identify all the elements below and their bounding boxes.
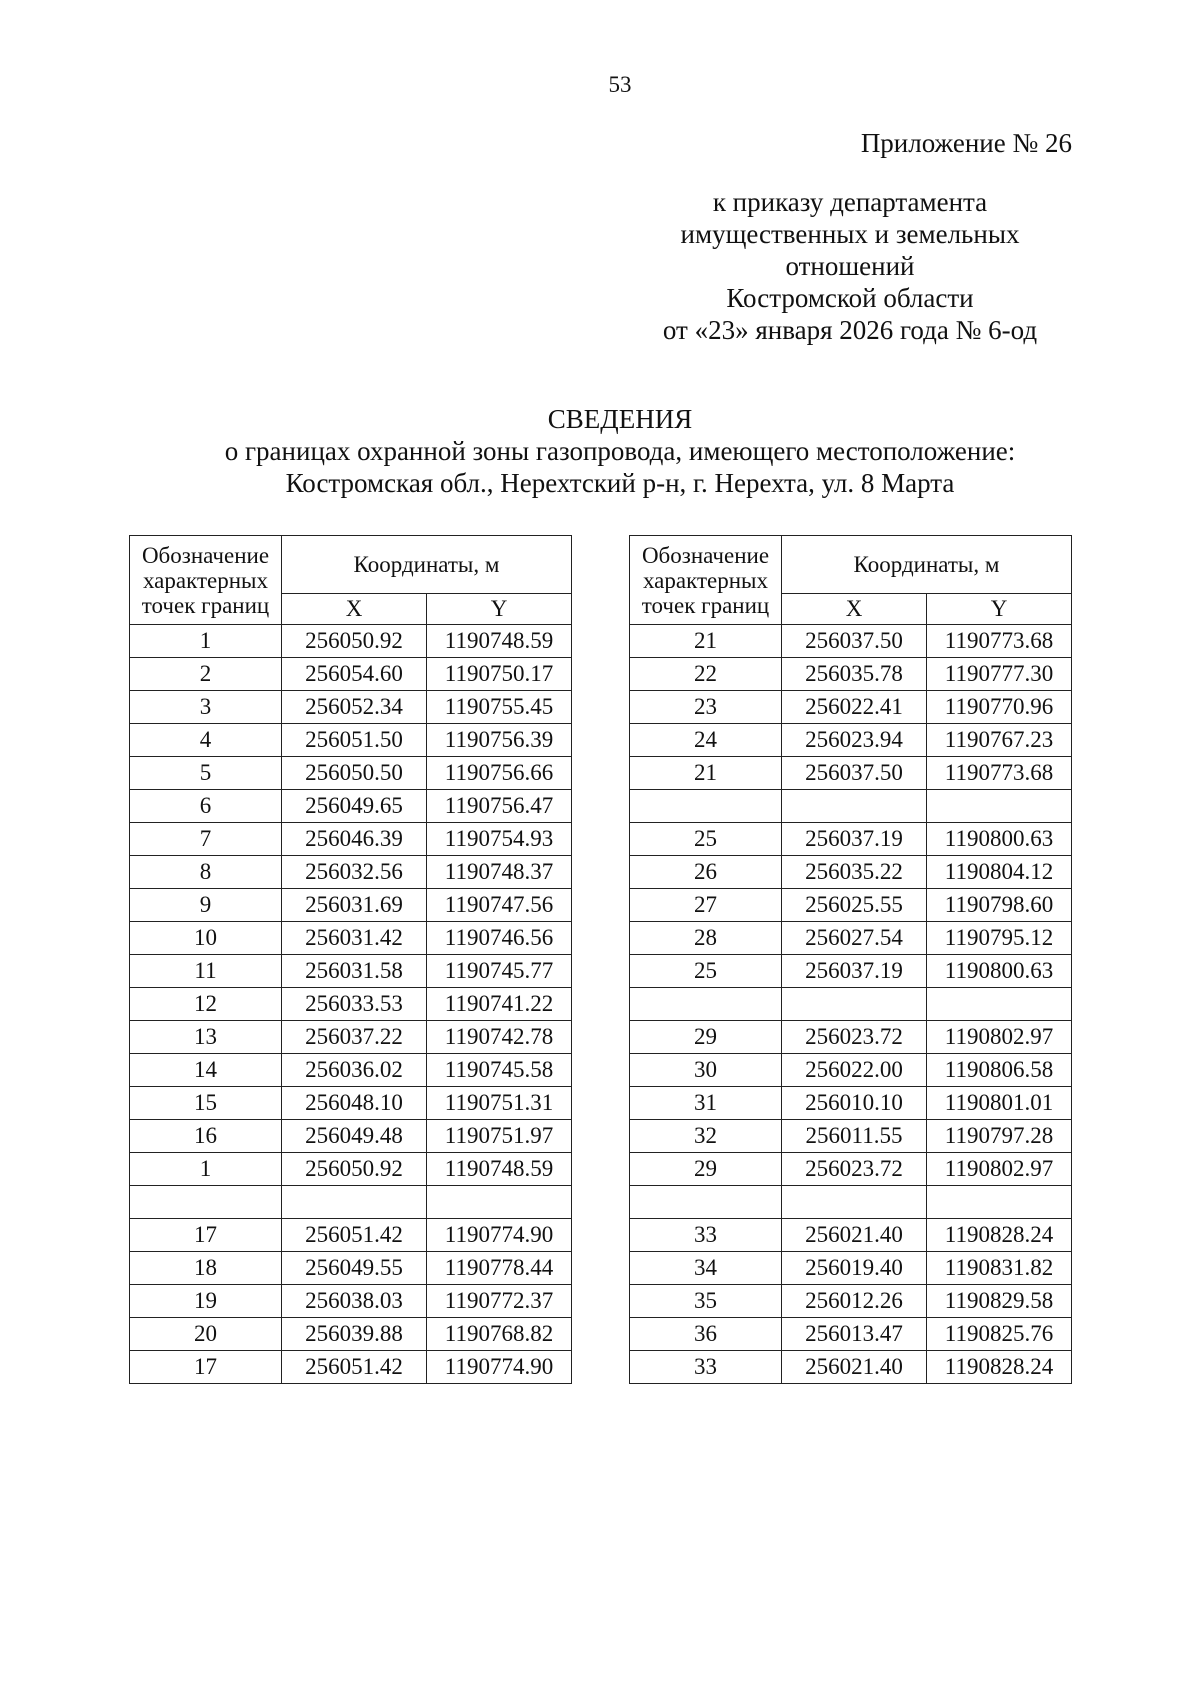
coord-y-cell: 1190795.12 — [927, 922, 1072, 955]
point-number-cell: 15 — [130, 1087, 282, 1120]
coord-x-cell: 256037.19 — [782, 955, 927, 988]
point-number-cell: 17 — [130, 1219, 282, 1252]
header-designation-line: характерных — [642, 567, 768, 593]
header-designation-line: точек границ — [641, 592, 770, 618]
coord-y-cell: 1190747.56 — [427, 889, 572, 922]
point-number-cell: 25 — [630, 823, 782, 856]
coord-x-cell: 256033.53 — [282, 988, 427, 1021]
coord-y-cell: 1190751.97 — [427, 1120, 572, 1153]
coord-y-cell: 1190745.77 — [427, 955, 572, 988]
table-row — [130, 625, 572, 658]
point-number-cell — [630, 790, 782, 823]
point-number-cell: 4 — [130, 724, 282, 757]
coord-y-cell: 1190756.66 — [427, 757, 572, 790]
coord-y-cell: 1190748.59 — [427, 1153, 572, 1186]
coordinates-table-right — [629, 535, 1072, 1384]
coord-y-cell: 1190767.23 — [927, 724, 1072, 757]
coord-x-cell: 256037.19 — [782, 823, 927, 856]
coord-x-cell: 256035.22 — [782, 856, 927, 889]
order-reference-line: от «23» января 2026 года № 6-од — [662, 315, 1038, 345]
point-number-cell: 17 — [130, 1351, 282, 1384]
table-row — [130, 790, 572, 823]
table-row — [630, 1120, 1072, 1153]
point-number-cell: 35 — [630, 1285, 782, 1318]
point-number-cell: 36 — [630, 1318, 782, 1351]
coord-x-cell: 256046.39 — [282, 823, 427, 856]
coord-x-cell — [282, 1186, 427, 1219]
point-number-cell: 27 — [630, 889, 782, 922]
point-number-cell: 2 — [130, 658, 282, 691]
order-reference-line: Костромской области — [726, 283, 974, 313]
table-row — [630, 988, 1072, 1021]
point-number-cell: 25 — [630, 955, 782, 988]
coord-y-cell: 1190751.31 — [427, 1087, 572, 1120]
point-number-cell: 29 — [630, 1153, 782, 1186]
coord-y-cell: 1190741.22 — [427, 988, 572, 1021]
table-row — [130, 724, 572, 757]
coord-x-cell: 256049.65 — [282, 790, 427, 823]
table-row — [630, 790, 1072, 823]
coord-y-cell: 1190773.68 — [927, 757, 1072, 790]
point-number-cell: 26 — [630, 856, 782, 889]
table-row — [630, 1252, 1072, 1285]
header-designation — [630, 536, 782, 625]
coord-x-cell: 256031.69 — [282, 889, 427, 922]
header-y: Y — [927, 594, 1072, 625]
coord-y-cell: 1190806.58 — [927, 1054, 1072, 1087]
coord-x-cell: 256032.56 — [282, 856, 427, 889]
coord-x-cell — [782, 1186, 927, 1219]
coord-x-cell: 256037.50 — [782, 625, 927, 658]
coord-y-cell: 1190770.96 — [927, 691, 1072, 724]
coord-x-cell: 256021.40 — [782, 1219, 927, 1252]
point-number-cell: 34 — [630, 1252, 782, 1285]
coord-y-cell: 1190768.82 — [427, 1318, 572, 1351]
table-row — [630, 757, 1072, 790]
point-number-cell: 1 — [130, 1153, 282, 1186]
coord-y-cell: 1190745.58 — [427, 1054, 572, 1087]
coord-x-cell — [782, 790, 927, 823]
point-number-cell: 5 — [130, 757, 282, 790]
coord-x-cell: 256051.42 — [282, 1351, 427, 1384]
coord-y-cell: 1190774.90 — [427, 1351, 572, 1384]
table-row — [130, 856, 572, 889]
point-number-cell: 3 — [130, 691, 282, 724]
table-row — [130, 1120, 572, 1153]
coord-x-cell: 256049.55 — [282, 1252, 427, 1285]
coord-y-cell: 1190756.47 — [427, 790, 572, 823]
coord-y-cell: 1190750.17 — [427, 658, 572, 691]
coord-x-cell: 256013.47 — [782, 1318, 927, 1351]
header-designation-line: точек границ — [141, 592, 270, 618]
header-y: Y — [427, 594, 572, 625]
point-number-cell: 7 — [130, 823, 282, 856]
table-row — [630, 1318, 1072, 1351]
coord-y-cell: 1190754.93 — [427, 823, 572, 856]
coord-x-cell: 256035.78 — [782, 658, 927, 691]
coord-y-cell: 1190742.78 — [427, 1021, 572, 1054]
table-row — [130, 922, 572, 955]
page-number: 53 — [608, 72, 632, 97]
coord-y-cell: 1190802.97 — [927, 1021, 1072, 1054]
point-number-cell: 8 — [130, 856, 282, 889]
table-row — [630, 856, 1072, 889]
table-row — [130, 1153, 572, 1186]
coord-x-cell: 256023.72 — [782, 1021, 927, 1054]
coord-y-cell: 1190774.90 — [427, 1219, 572, 1252]
appendix-title: Приложение № 26 — [860, 128, 1072, 158]
coord-y-cell — [427, 1186, 572, 1219]
table-row — [130, 889, 572, 922]
document-subtitle: Костромская обл., Нерехтский р-н, г. Нерехта, ул. 8 Марта — [285, 468, 955, 498]
coord-y-cell: 1190804.12 — [927, 856, 1072, 889]
table-row — [130, 988, 572, 1021]
point-number-cell: 30 — [630, 1054, 782, 1087]
coord-x-cell: 256036.02 — [282, 1054, 427, 1087]
point-number-cell: 1 — [130, 625, 282, 658]
point-number-cell: 18 — [130, 1252, 282, 1285]
document-heading — [0, 403, 1200, 499]
point-number-cell: 22 — [630, 658, 782, 691]
point-number-cell: 31 — [630, 1087, 782, 1120]
table-row — [630, 625, 1072, 658]
document-title: СВЕДЕНИЯ — [547, 404, 693, 434]
coord-y-cell: 1190777.30 — [927, 658, 1072, 691]
coord-x-cell: 256022.00 — [782, 1054, 927, 1087]
header-x: X — [282, 594, 427, 625]
table-row — [630, 1087, 1072, 1120]
table-row — [130, 1285, 572, 1318]
header-designation — [130, 536, 282, 625]
table-row — [630, 658, 1072, 691]
order-reference — [610, 186, 1090, 346]
point-number-cell: 33 — [630, 1219, 782, 1252]
coord-x-cell — [782, 988, 927, 1021]
coord-y-cell: 1190801.01 — [927, 1087, 1072, 1120]
point-number-cell — [130, 1186, 282, 1219]
table-row — [630, 1021, 1072, 1054]
point-number-cell — [630, 1186, 782, 1219]
coord-y-cell: 1190829.58 — [927, 1285, 1072, 1318]
coordinates-table-left — [129, 535, 572, 1384]
coord-y-cell — [927, 988, 1072, 1021]
table-row — [630, 823, 1072, 856]
header-designation-line: характерных — [142, 567, 268, 593]
coord-x-cell: 256048.10 — [282, 1087, 427, 1120]
table-row — [630, 691, 1072, 724]
point-number-cell: 28 — [630, 922, 782, 955]
coord-y-cell: 1190748.37 — [427, 856, 572, 889]
point-number-cell: 21 — [630, 757, 782, 790]
coord-y-cell: 1190825.76 — [927, 1318, 1072, 1351]
table-row — [130, 1186, 572, 1219]
point-number-cell: 21 — [630, 625, 782, 658]
point-number-cell: 16 — [130, 1120, 282, 1153]
coord-y-cell: 1190828.24 — [927, 1351, 1072, 1384]
table-row — [630, 922, 1072, 955]
order-reference-line: имущественных и земельных — [680, 219, 1020, 249]
point-number-cell: 19 — [130, 1285, 282, 1318]
table-row — [130, 1351, 572, 1384]
point-number-cell: 32 — [630, 1120, 782, 1153]
coord-y-cell: 1190756.39 — [427, 724, 572, 757]
table-row — [130, 823, 572, 856]
point-number-cell: 10 — [130, 922, 282, 955]
coord-x-cell: 256031.58 — [282, 955, 427, 988]
coord-x-cell: 256051.50 — [282, 724, 427, 757]
point-number-cell: 11 — [130, 955, 282, 988]
point-number-cell: 14 — [130, 1054, 282, 1087]
table-row — [630, 1054, 1072, 1087]
header-designation-line: Обозначение — [141, 542, 270, 568]
coord-x-cell: 256021.40 — [782, 1351, 927, 1384]
point-number-cell: 20 — [130, 1318, 282, 1351]
coord-x-cell: 256037.50 — [782, 757, 927, 790]
coord-x-cell: 256039.88 — [282, 1318, 427, 1351]
coord-y-cell: 1190828.24 — [927, 1219, 1072, 1252]
header-designation-line: Обозначение — [641, 542, 770, 568]
point-number-cell: 29 — [630, 1021, 782, 1054]
point-number-cell: 13 — [130, 1021, 282, 1054]
point-number-cell: 24 — [630, 724, 782, 757]
point-number-cell: 12 — [130, 988, 282, 1021]
point-number-cell: 23 — [630, 691, 782, 724]
coord-x-cell: 256010.10 — [782, 1087, 927, 1120]
coord-y-cell: 1190831.82 — [927, 1252, 1072, 1285]
coord-x-cell: 256023.94 — [782, 724, 927, 757]
coord-y-cell — [927, 790, 1072, 823]
coord-x-cell: 256027.54 — [782, 922, 927, 955]
table-row — [130, 1021, 572, 1054]
coord-x-cell: 256038.03 — [282, 1285, 427, 1318]
table-row — [130, 1252, 572, 1285]
table-row — [130, 1318, 572, 1351]
table-row — [130, 1087, 572, 1120]
coord-x-cell: 256022.41 — [782, 691, 927, 724]
point-number-cell — [630, 988, 782, 1021]
coord-y-cell: 1190800.63 — [927, 955, 1072, 988]
coord-x-cell: 256037.22 — [282, 1021, 427, 1054]
coord-y-cell: 1190773.68 — [927, 625, 1072, 658]
coord-y-cell: 1190798.60 — [927, 889, 1072, 922]
header-coordinates: Координаты, м — [782, 536, 1072, 594]
coord-y-cell: 1190755.45 — [427, 691, 572, 724]
coord-y-cell: 1190772.37 — [427, 1285, 572, 1318]
coord-x-cell: 256023.72 — [782, 1153, 927, 1186]
table-row — [630, 955, 1072, 988]
coord-y-cell — [927, 1186, 1072, 1219]
coord-x-cell: 256050.50 — [282, 757, 427, 790]
coord-y-cell: 1190778.44 — [427, 1252, 572, 1285]
coord-y-cell: 1190746.56 — [427, 922, 572, 955]
table-row — [630, 1351, 1072, 1384]
table-row — [130, 955, 572, 988]
order-reference-line: к приказу департамента — [712, 187, 988, 217]
coord-x-cell: 256051.42 — [282, 1219, 427, 1252]
coord-x-cell: 256050.92 — [282, 1153, 427, 1186]
table-row — [630, 889, 1072, 922]
coord-x-cell: 256050.92 — [282, 625, 427, 658]
coord-y-cell: 1190797.28 — [927, 1120, 1072, 1153]
coord-y-cell: 1190802.97 — [927, 1153, 1072, 1186]
coord-x-cell: 256031.42 — [282, 922, 427, 955]
point-number-cell: 33 — [630, 1351, 782, 1384]
coord-y-cell: 1190748.59 — [427, 625, 572, 658]
point-number-cell: 9 — [130, 889, 282, 922]
coord-x-cell: 256012.26 — [782, 1285, 927, 1318]
document-subtitle: о границах охранной зоны газопровода, имеющего местоположение: — [224, 436, 1016, 466]
coord-x-cell: 256011.55 — [782, 1120, 927, 1153]
table-row — [130, 658, 572, 691]
coord-x-cell: 256054.60 — [282, 658, 427, 691]
order-reference-line: отношений — [785, 251, 915, 281]
coord-y-cell: 1190800.63 — [927, 823, 1072, 856]
header-x: X — [782, 594, 927, 625]
coord-x-cell: 256052.34 — [282, 691, 427, 724]
table-row — [130, 1054, 572, 1087]
coord-x-cell: 256049.48 — [282, 1120, 427, 1153]
coord-x-cell: 256019.40 — [782, 1252, 927, 1285]
table-row — [630, 1153, 1072, 1186]
table-row — [130, 757, 572, 790]
table-row — [630, 1186, 1072, 1219]
table-row — [630, 1219, 1072, 1252]
table-row — [130, 691, 572, 724]
coord-x-cell: 256025.55 — [782, 889, 927, 922]
table-row — [630, 724, 1072, 757]
table-row — [130, 1219, 572, 1252]
header-coordinates: Координаты, м — [282, 536, 572, 594]
point-number-cell: 6 — [130, 790, 282, 823]
table-row — [630, 1285, 1072, 1318]
